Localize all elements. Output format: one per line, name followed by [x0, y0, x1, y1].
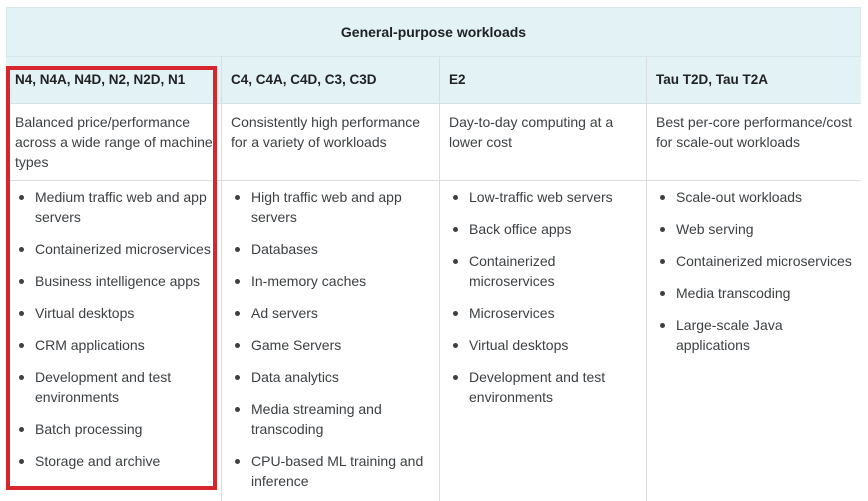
list-item: CPU-based ML training and inference — [231, 451, 431, 491]
column-description: Day-to-day computing at a lower cost — [440, 104, 646, 181]
workload-list — [440, 181, 646, 501]
list-item: Virtual desktops — [449, 335, 638, 355]
column-c-series — [222, 57, 440, 501]
list-item: Scale-out workloads — [656, 187, 853, 207]
workload-list — [647, 181, 861, 501]
list-item: Ad servers — [231, 303, 431, 323]
list-item: Business intelligence apps — [15, 271, 213, 291]
workload-list — [6, 181, 221, 501]
list-item: Development and test environments — [15, 367, 213, 407]
list-item: Virtual desktops — [15, 303, 213, 323]
list-item: Development and test environments — [449, 367, 638, 407]
list-item: Containerized microservices — [656, 251, 853, 271]
list-item: In-memory caches — [231, 271, 431, 291]
column-header: Tau T2D, Tau T2A — [647, 57, 861, 104]
list-item: Data analytics — [231, 367, 431, 387]
list-item: Microservices — [449, 303, 638, 323]
list-item: Game Servers — [231, 335, 431, 355]
list-item: Medium traffic web and app servers — [15, 187, 213, 227]
list-item: Containerized microservices — [449, 251, 638, 291]
list-item: Large-scale Java applications — [656, 315, 853, 355]
list-item: High traffic web and app servers — [231, 187, 431, 227]
list-item: Media transcoding — [656, 283, 853, 303]
list-item: Storage and archive — [15, 451, 213, 471]
column-description: Balanced price/performance across a wide range of machine types — [6, 104, 221, 181]
table-title: General-purpose workloads — [6, 7, 861, 57]
column-n-series — [6, 57, 222, 501]
column-tau — [647, 57, 861, 501]
list-item: Media streaming and transcoding — [231, 399, 431, 439]
list-item: Low-traffic web servers — [449, 187, 638, 207]
workload-list — [222, 181, 439, 501]
list-item: Batch processing — [15, 419, 213, 439]
list-item: Web serving — [656, 219, 853, 239]
column-header: C4, C4A, C4D, C3, C3D — [222, 57, 439, 104]
column-description: Consistently high performance for a variety of workloads — [222, 104, 439, 181]
column-e2 — [440, 57, 647, 501]
list-item: CRM applications — [15, 335, 213, 355]
list-item: Back office apps — [449, 219, 638, 239]
column-header: E2 — [440, 57, 646, 104]
workloads-table — [6, 7, 861, 501]
column-description: Best per-core performance/cost for scale-out workloads — [647, 104, 861, 181]
column-header: N4, N4A, N4D, N2, N2D, N1 — [6, 57, 221, 104]
list-item: Databases — [231, 239, 431, 259]
list-item: Containerized microservices — [15, 239, 213, 259]
